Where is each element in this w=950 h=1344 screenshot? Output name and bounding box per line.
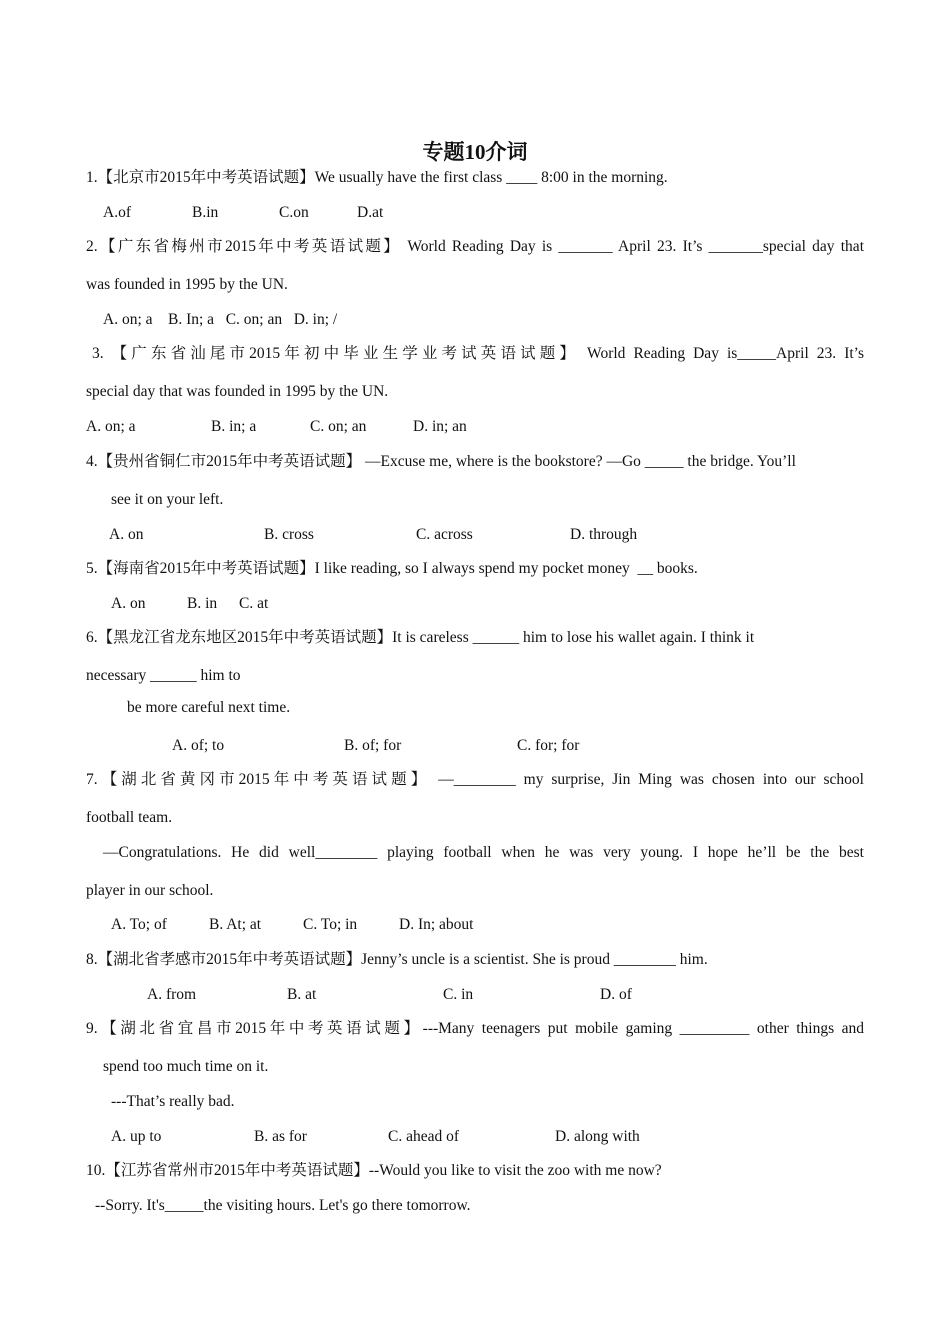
- question-7-text-cont: football team.: [86, 809, 173, 826]
- question-6-text-cont: necessary ______ him to: [86, 667, 241, 684]
- q6-option-a: A. of; to: [172, 737, 225, 754]
- q4-option-b: B. cross: [264, 526, 314, 543]
- question-8-text: 8.【湖北省孝感市2015年中考英语试题】Jenny’s uncle is a scientist. She is proud ________ him.: [86, 951, 708, 968]
- q5-option-a: A. on: [111, 595, 146, 612]
- q4-option-d: D. through: [570, 526, 638, 543]
- q4-option-c: C. across: [416, 526, 473, 543]
- question-7-text: 7.【湖北省黄冈市2015年中考英语试题】 —________ my surprise, Jin Ming was chosen into our school: [86, 771, 864, 788]
- question-4-text: 4.【贵州省铜仁市2015年中考英语试题】 —Excuse me, where is the bookstore? —Go _____ the bridge. You’ll: [86, 453, 796, 470]
- question-3-text-cont: special day that was founded in 1995 by the UN.: [86, 383, 389, 400]
- q7-option-d: D. In; about: [399, 916, 474, 933]
- q2-options: A. on; a B. In; a C. on; an D. in; /: [103, 311, 338, 328]
- question-2-text-cont: was founded in 1995 by the UN.: [86, 276, 288, 293]
- q1-option-d: D.at: [357, 204, 384, 221]
- question-9-text: 9.【湖北省宜昌市2015年中考英语试题】---Many teenagers put mobile gaming _________ other things and: [86, 1020, 864, 1037]
- q8-option-b: B. at: [287, 986, 317, 1003]
- q6-option-c: C. for; for: [517, 737, 580, 754]
- q8-option-c: C. in: [443, 986, 474, 1003]
- q9-option-b: B. as for: [254, 1128, 307, 1145]
- q7-option-b: B. At; at: [209, 916, 262, 933]
- question-10-text: 10.【江苏省常州市2015年中考英语试题】--Would you like to visit the zoo with me now?: [86, 1162, 662, 1179]
- question-2-text: 2.【广东省梅州市2015年中考英语试题】 World Reading Day is _______ April 23. It’s _______special day that: [86, 238, 864, 255]
- q7-option-a: A. To; of: [111, 916, 167, 933]
- q8-option-a: A. from: [147, 986, 197, 1003]
- question-7-reply-cont: player in our school.: [86, 882, 214, 899]
- q3-option-d: D. in; an: [413, 418, 467, 435]
- page-title: 专题10介词: [422, 140, 528, 164]
- q5-option-b: B. in: [187, 595, 218, 612]
- question-6-text-cont2: be more careful next time.: [127, 699, 291, 716]
- q1-option-a: A.of: [103, 204, 131, 221]
- q1-option-c: C.on: [279, 204, 309, 221]
- q9-option-c: C. ahead of: [388, 1128, 460, 1145]
- q4-option-a: A. on: [109, 526, 144, 543]
- q1-option-b: B.in: [192, 204, 219, 221]
- question-3-text: 3. 【广东省汕尾市2015年初中毕业生学业考试英语试题】 World Reading Day is_____April 23. It’s: [92, 345, 864, 362]
- question-9-text-cont: spend too much time on it.: [103, 1058, 269, 1075]
- q9-option-d: D. along with: [555, 1128, 640, 1145]
- q5-option-c: C. at: [239, 595, 269, 612]
- q6-option-b: B. of; for: [344, 737, 402, 754]
- question-7-reply: —Congratulations. He did well________ playing football when he was very young. I hope he’ll be the best: [103, 844, 864, 861]
- question-10-reply: --Sorry. It's_____the visiting hours. Let's go there tomorrow.: [95, 1197, 471, 1214]
- question-4-text-cont: see it on your left.: [111, 491, 224, 508]
- q3-option-a: A. on; a: [86, 418, 136, 435]
- q7-option-c: C. To; in: [303, 916, 358, 933]
- q8-option-d: D. of: [600, 986, 632, 1003]
- q3-option-b: B. in; a: [211, 418, 257, 435]
- q3-option-c: C. on; an: [310, 418, 367, 435]
- question-9-reply: ---That’s really bad.: [111, 1093, 235, 1110]
- question-1-text: 1.【北京市2015年中考英语试题】We usually have the first class ____ 8:00 in the morning.: [86, 169, 668, 186]
- q9-option-a: A. up to: [111, 1128, 162, 1145]
- question-6-text: 6.【黑龙江省龙东地区2015年中考英语试题】It is careless ______ him to lose his wallet again. I think it: [86, 629, 755, 646]
- question-5-text: 5.【海南省2015年中考英语试题】I like reading, so I always spend my pocket money __ books.: [86, 560, 698, 577]
